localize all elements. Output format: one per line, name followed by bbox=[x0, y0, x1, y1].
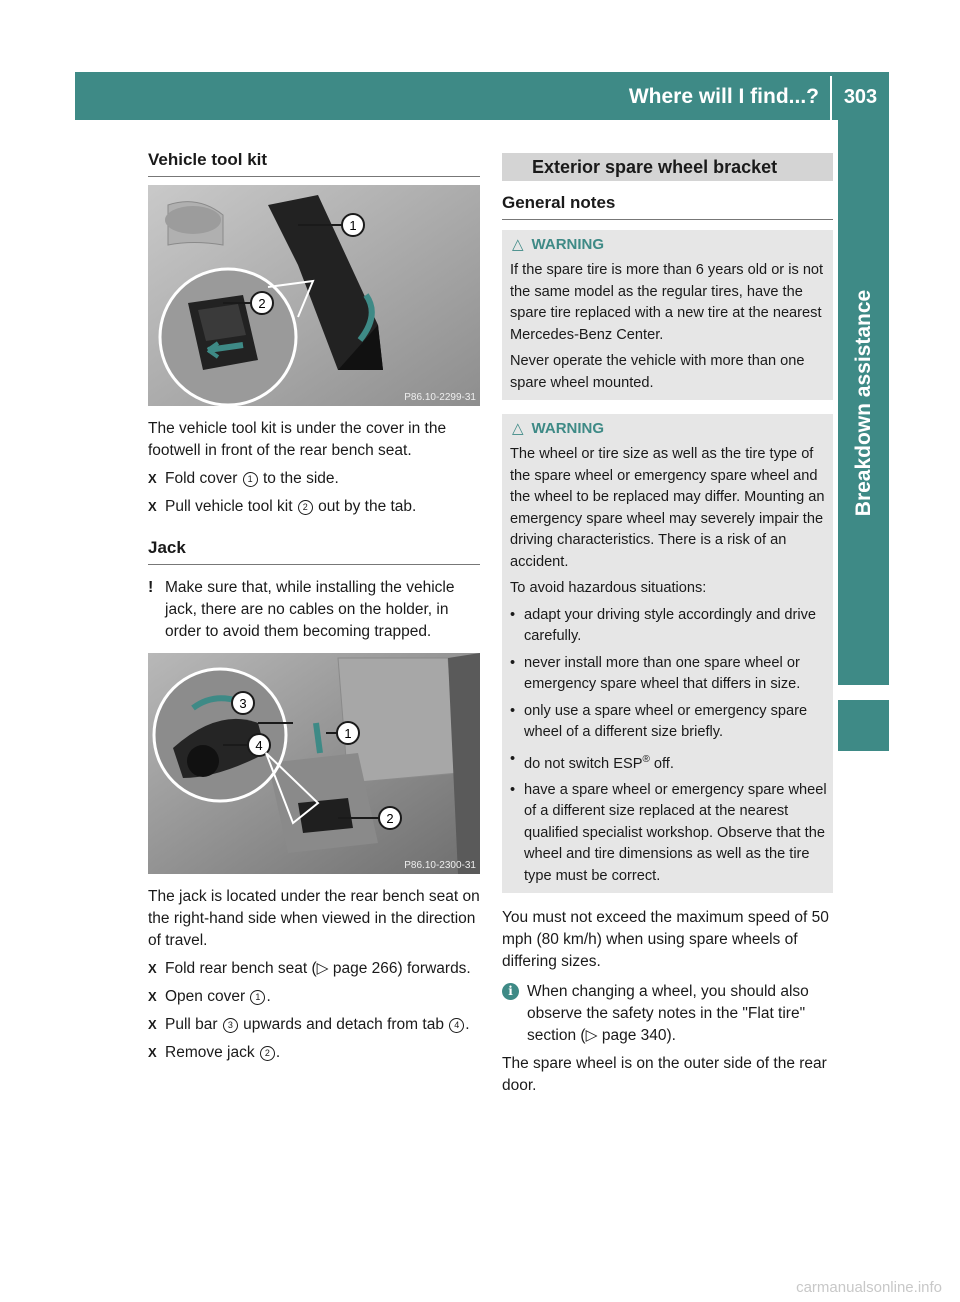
step-arrow-icon: X bbox=[148, 1045, 157, 1060]
callout-1-jack: 1 bbox=[344, 726, 352, 741]
tool-kit-photo bbox=[148, 185, 480, 406]
caution-text: Make sure that, while installing the vehicle jack, there are no cables on the holder, in order to avoid them becoming trapped. bbox=[165, 579, 455, 640]
warning-label: WARNING bbox=[531, 236, 605, 253]
section-title-jack: Jack bbox=[148, 538, 480, 565]
side-tab-label: Breakdown assistance bbox=[851, 289, 875, 516]
step-open-cover: X Open cover 1 . bbox=[148, 986, 480, 1008]
photo-code: P86.10-2300-31 bbox=[404, 860, 476, 871]
warning-box-1 bbox=[502, 230, 833, 400]
side-tab-marker bbox=[838, 700, 889, 751]
step-fold-seat: X Fold rear bench seat (▷ page 266) forwards. bbox=[148, 958, 480, 980]
caution-icon: ! bbox=[148, 579, 154, 596]
page-ref-arrow-icon: ▷ bbox=[585, 1027, 602, 1045]
tool-kit-intro: The vehicle tool kit is under the cover in the footwell in front of the rear bench seat. bbox=[148, 420, 447, 459]
header-bar bbox=[75, 72, 889, 120]
right-column bbox=[502, 153, 833, 1097]
warning-label: WARNING bbox=[531, 420, 605, 437]
closing-text: The spare wheel is on the outer side of the rear door. bbox=[502, 1055, 827, 1095]
step-arrow-icon: X bbox=[148, 471, 157, 486]
info-icon: i bbox=[502, 983, 519, 1000]
warning-1-text: If the spare tire is more than 6 years old or is not the same model as the regular tires, have the spare tire replaced with a new tire at the nearest Mercedes-Benz Center. bbox=[510, 262, 824, 343]
step-fold-cover: X Fold cover 1 to the side. bbox=[148, 468, 480, 490]
section-banner: Exterior spare wheel bracket bbox=[502, 153, 833, 181]
list-item: • do not switch ESP® off. bbox=[510, 750, 674, 772]
side-tab-label-wrap bbox=[838, 120, 889, 685]
jack-illustration bbox=[148, 653, 480, 874]
jack-photo bbox=[148, 653, 480, 874]
chapter-title: Where will I find...? bbox=[628, 85, 819, 108]
step-pull-tool-kit: X Pull vehicle tool kit 2 out by the tab. bbox=[148, 496, 480, 518]
warning-2-text: The wheel or tire size as well as the tire type of the spare wheel or emergency spare wheel and the wheel to be replaced may differ. Mounting an emergency spare wheel may severely impair the driving characteristics. There is a risk of an accident. bbox=[510, 446, 825, 570]
speed-limit-text: You must not exceed the maximum speed of 50 mph (80 km/h) when using spare wheels of differing sizes. bbox=[502, 909, 829, 971]
list-item: • adapt your driving style accordingly and drive carefully. bbox=[510, 606, 817, 644]
left-column bbox=[148, 150, 480, 1070]
warning-triangle-icon: △ bbox=[512, 420, 524, 437]
callout-4: 4 bbox=[255, 738, 263, 753]
callout-2-jack: 2 bbox=[386, 811, 394, 826]
jack-intro: The jack is located under the rear bench seat on the right-hand side when viewed in the direction of travel. bbox=[148, 888, 480, 949]
caution-note bbox=[148, 577, 480, 643]
callout-1: 1 bbox=[349, 218, 357, 233]
warning-triangle-icon: △ bbox=[512, 236, 524, 253]
callout-2: 2 bbox=[258, 296, 266, 311]
list-item: • never install more than one spare wheel or emergency spare wheel that differs in size. bbox=[510, 654, 801, 692]
info-note: i When changing a wheel, you should also observe the safety notes in the "Flat tire" section (▷ page 340). bbox=[502, 981, 833, 1047]
page-ref-arrow-icon: ▷ bbox=[316, 960, 333, 977]
section-title-general-notes: General notes bbox=[502, 193, 833, 220]
step-arrow-icon: X bbox=[148, 961, 157, 976]
page-ref-link[interactable]: page 266 bbox=[332, 960, 398, 977]
page-ref-link[interactable]: page 340 bbox=[601, 1027, 667, 1045]
photo-code: P86.10-2299-31 bbox=[404, 392, 476, 403]
warning-1-text-2: Never operate the vehicle with more than one spare wheel mounted. bbox=[510, 353, 805, 391]
list-item: • have a spare wheel or emergency spare wheel of a different size replaced at the nearest qualified specialist workshop. Observe that the wheel and tire dimensions as well as the tire type must be correct. bbox=[510, 781, 827, 884]
warning-2-text-2: To avoid hazardous situations: bbox=[510, 580, 707, 596]
step-pull-bar: X Pull bar 3 upwards and detach from tab 4 . bbox=[148, 1014, 480, 1036]
list-item: • only use a spare wheel or emergency spare wheel of a different size briefly. bbox=[510, 702, 808, 740]
callout-3: 3 bbox=[239, 696, 247, 711]
warning-box-2 bbox=[502, 414, 833, 893]
section-title-tool-kit: Vehicle tool kit bbox=[148, 150, 480, 177]
step-remove-jack: X Remove jack 2 . bbox=[148, 1042, 480, 1064]
watermark: carmanualsonline.info bbox=[796, 1279, 942, 1296]
step-arrow-icon: X bbox=[148, 499, 157, 514]
step-arrow-icon: X bbox=[148, 1017, 157, 1032]
step-arrow-icon: X bbox=[148, 989, 157, 1004]
tool-kit-illustration bbox=[148, 185, 480, 406]
page-number: 303 bbox=[843, 86, 878, 108]
